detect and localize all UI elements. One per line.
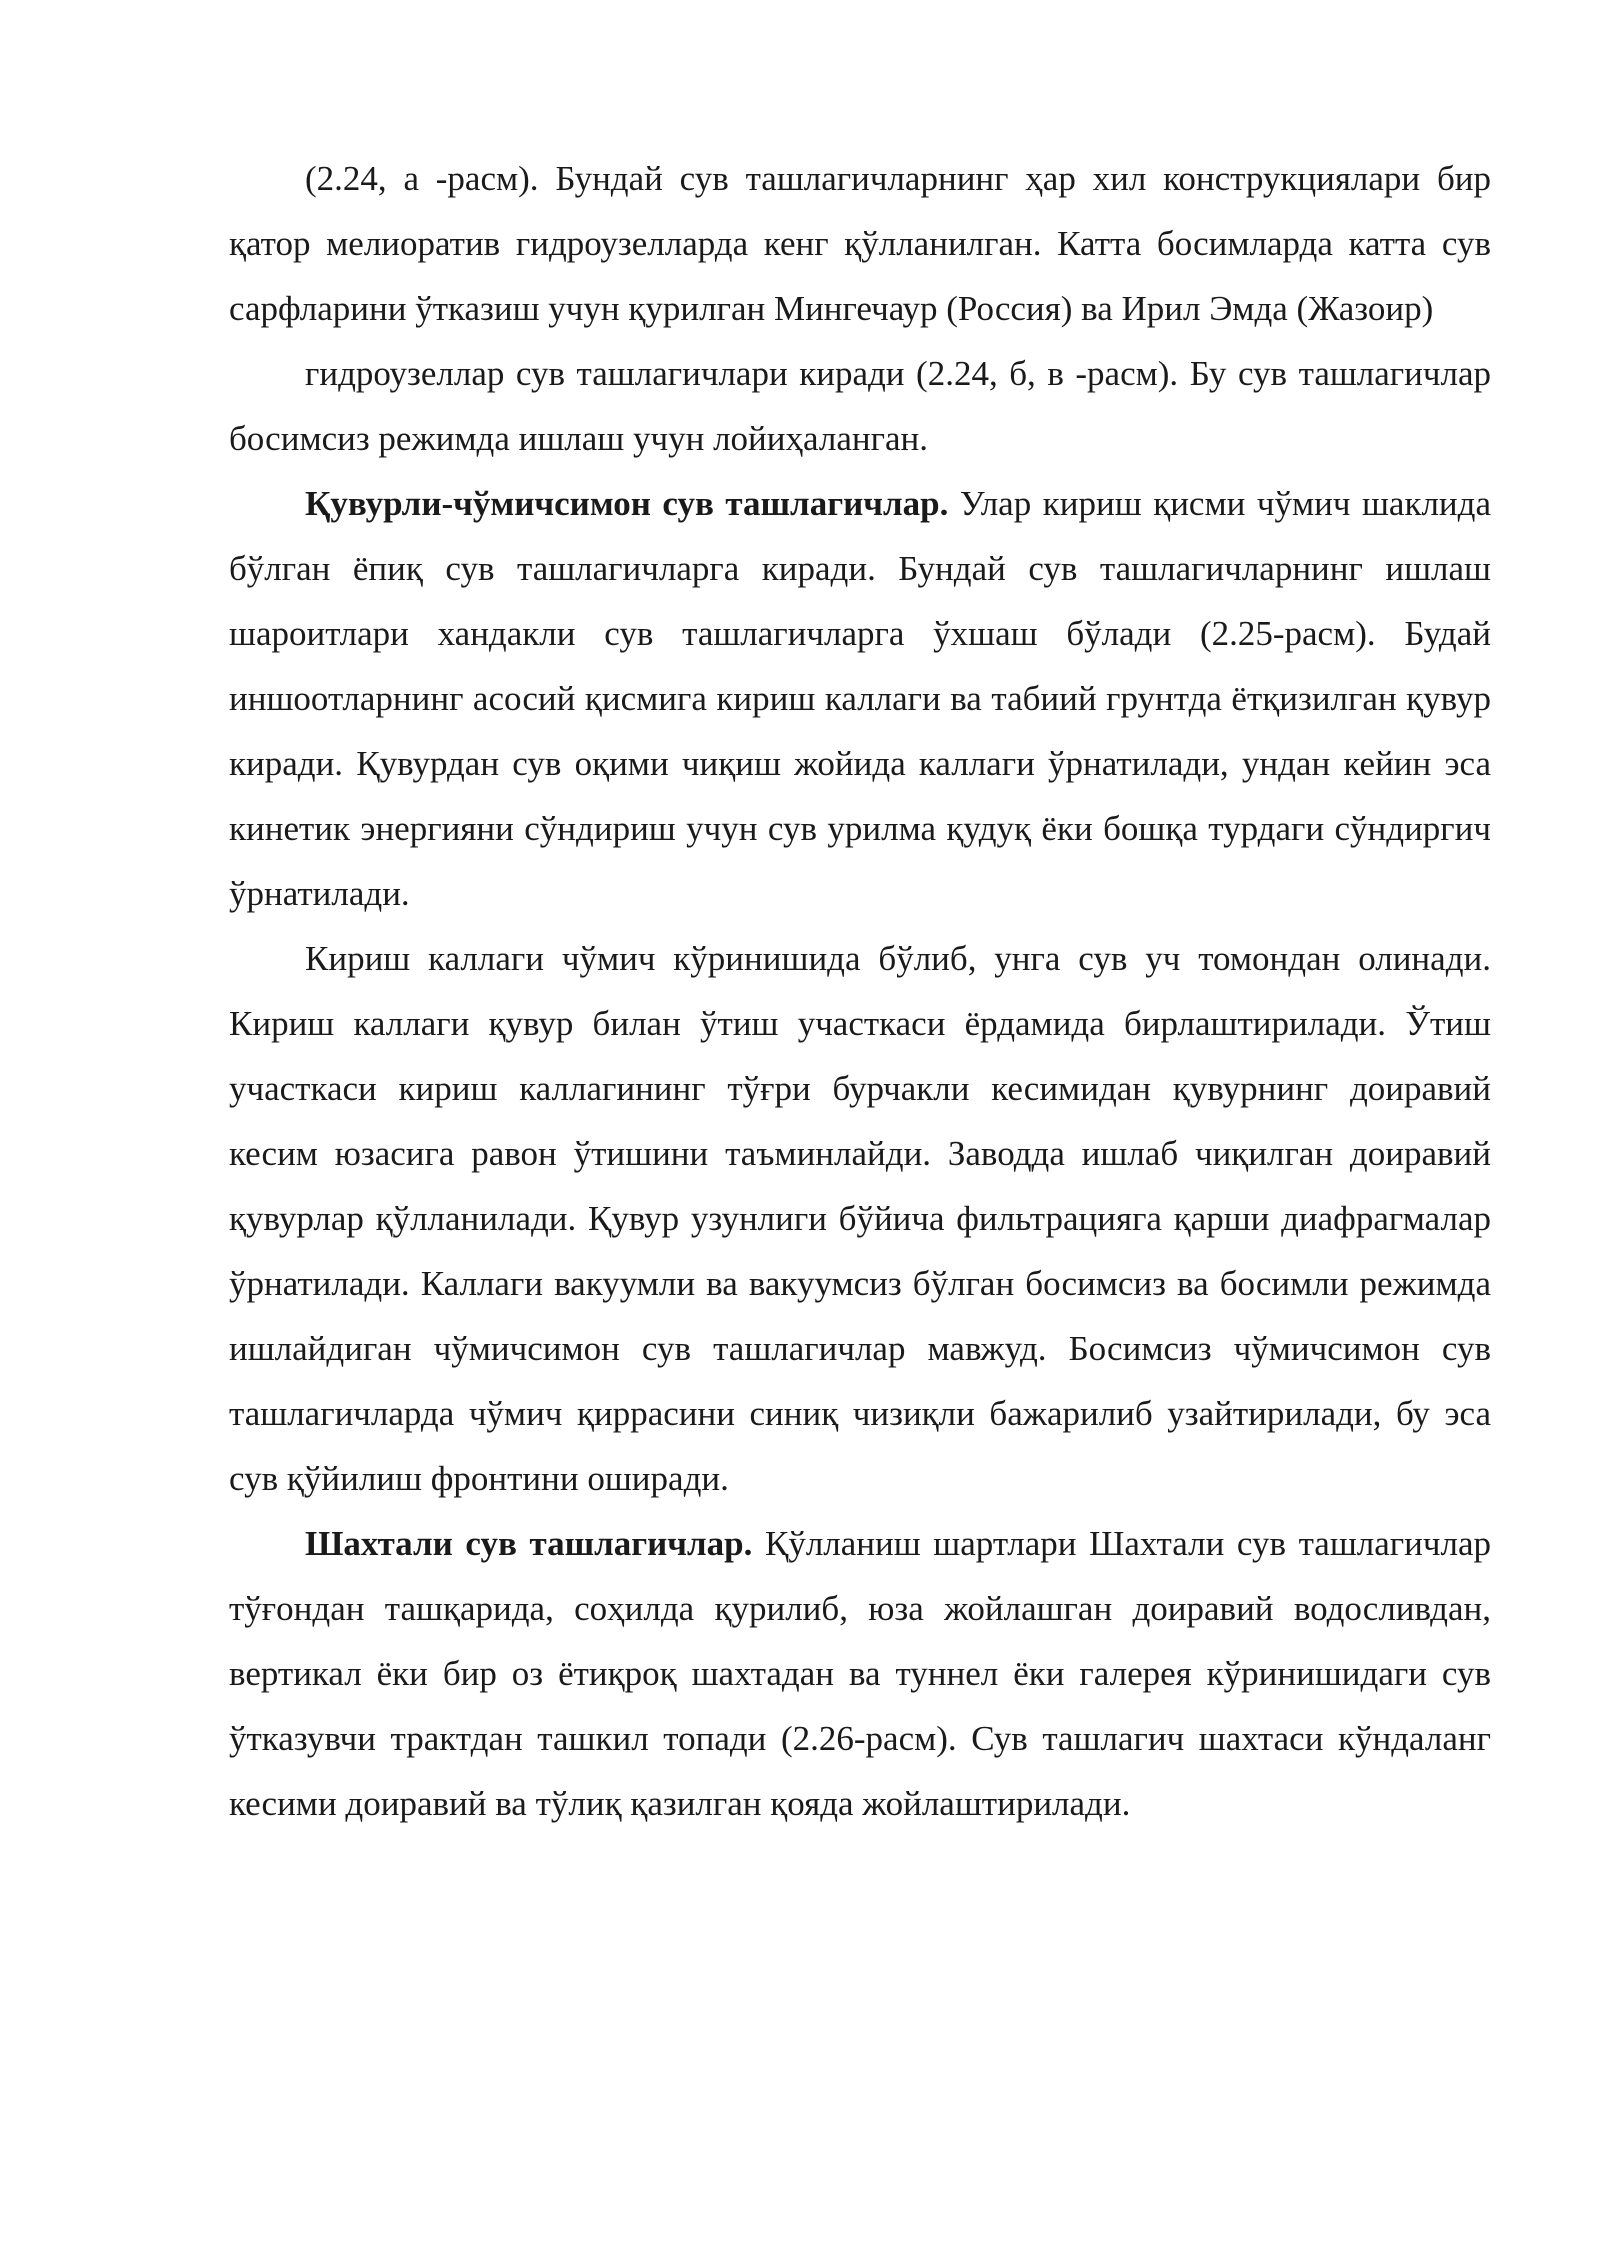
paragraph-2-text: гидроузеллар сув ташлагичлари киради (2.24, б, в -расм). Бу сув ташлагичлар босимсиз режимда ишлаш учун лойиҳаланган.	[229, 354, 1491, 458]
section-heading-shaft-spillways: Шахтали сув ташлагичлар.	[305, 1524, 753, 1563]
paragraph-4-text: Кириш каллаги чўмич кўринишида бўлиб, унга сув уч томондан олинади. Кириш каллаги қувур билан ўтиш участкаси ёрдамида бирлаштирилади. Ўтиш участкаси кириш каллагининг тўғри бурчакли кесимидан қувурнинг доиравий кесим юзасига равон ўтишини таъминлайди. Заводда ишлаб чиқилган доиравий қувурлар қўлланилади. Қувур узунлиги бўйича фильтрацияга қарши диафрагмалар ўрнатилади. Каллаги вакуумли ва вакуумсиз бўлган босимсиз ва босимли режимда ишлайдиган чўмичсимон сув ташлагичлар мавжуд. Босимсиз чўмичсимон сув ташлагичларда чўмич қиррасини синиқ чизиқли бажарилиб узайтирилади, бу эса сув қўйилиш фронтини оширади.	[229, 939, 1491, 1498]
paragraph-5	[229, 1511, 1491, 1836]
paragraph-3-text: Улар кириш қисми чўмич шаклида бўлган ёпиқ сув ташлагичларга киради. Бундай сув ташлагичларнинг ишлаш шароитлари хандакли сув ташлагичларга ўхшаш бўлади (2.25-расм). Будай иншоотларнинг асосий қисмига кириш каллаги ва табиий грунтда ётқизилган қувур киради. Қувурдан сув оқими чиқиш жойида каллаги ўрнатилади, ундан кейин эса кинетик энергияни сўндириш учун сув урилма қудуқ ёки бошқа турдаги сўндиргич ўрнатилади.	[229, 484, 1492, 913]
document-page	[229, 146, 1491, 1836]
paragraph-1-text: (2.24, а -расм). Бундай сув ташлагичларнинг ҳар хил конструкциялари бир қатор мелиоратив гидроузелларда кенг қўлланилган. Катта босимларда катта сув сарфларини ўтказиш учун қурилган Мингечаур (Россия) ва Ирил Эмда (Жазоир)	[229, 159, 1491, 328]
paragraph-1	[229, 146, 1491, 341]
paragraph-4	[229, 926, 1491, 1511]
paragraph-3	[229, 471, 1491, 926]
paragraph-2	[229, 341, 1491, 471]
paragraph-5-text: Қўлланиш шартлари Шахтали сув ташлагичлар тўғондан ташқарида, соҳилда қурилиб, юза жойлашган доиравий водосливдан, вертикал ёки бир оз ётиқроқ шахтадан ва туннел ёки галерея кўринишидаги сув ўтказувчи трактдан ташкил топади (2.26-расм). Сув ташлагич шахтаси кўндаланг кесими доиравий ва тўлиқ қазилган қояда жойлаштирилади.	[229, 1524, 1491, 1823]
section-heading-pipe-ladle-spillways: Қувурли-чўмичсимон сув ташлагичлар.	[305, 484, 949, 523]
